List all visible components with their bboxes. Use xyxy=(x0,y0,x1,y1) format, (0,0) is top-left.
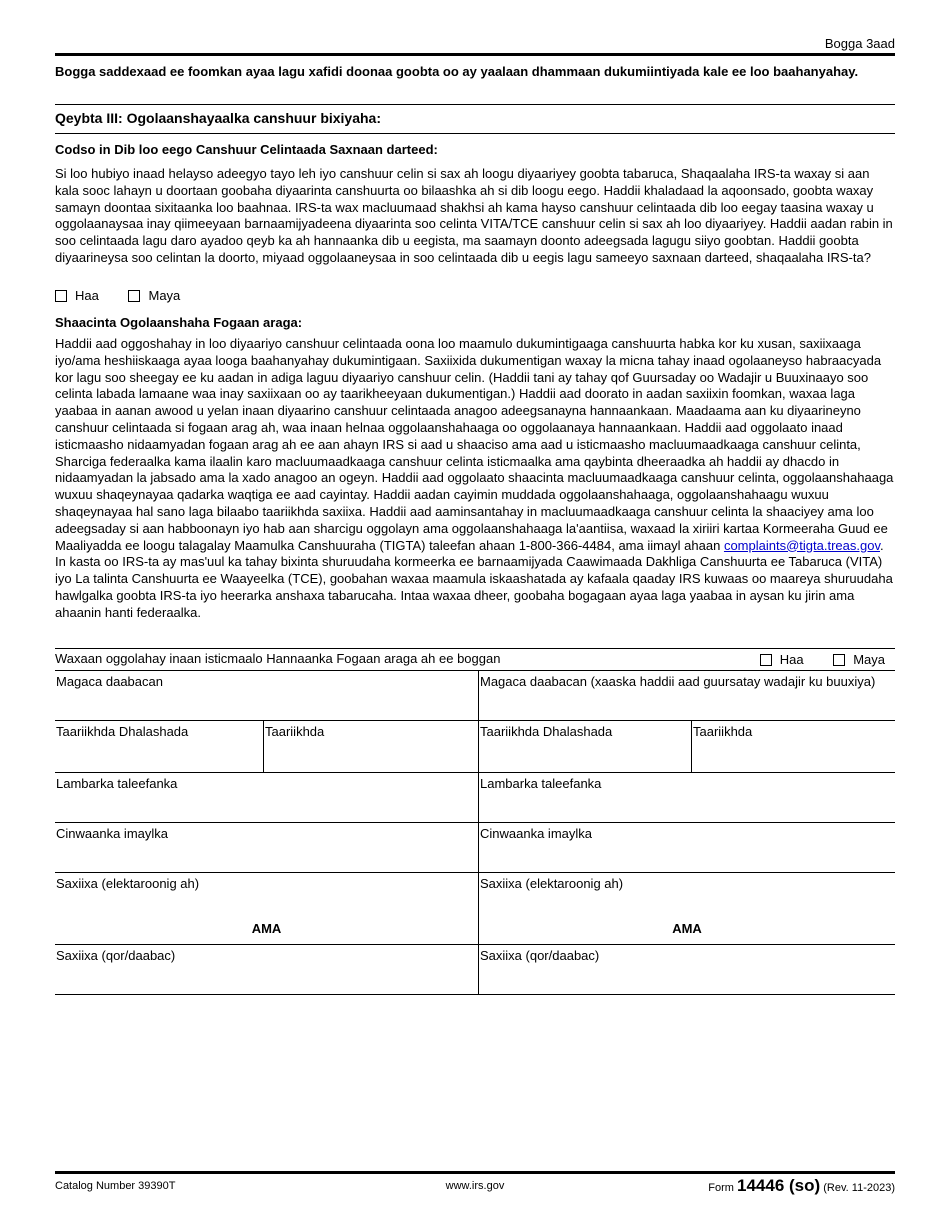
divider xyxy=(55,133,895,134)
handwritten-signature-field[interactable] xyxy=(55,945,479,995)
consent-question: Waxaan oggolahay inaan isticmaalo Hannaanka Fogaan araga ah ee boggan xyxy=(55,651,501,666)
printed-name-label: Magaca daabacan xyxy=(56,674,163,689)
yes-label: Haa xyxy=(779,652,804,667)
footer-rule xyxy=(55,1171,895,1174)
email-label: Cinwaanka imaylka xyxy=(56,826,168,841)
spouse-date-field[interactable] xyxy=(692,721,896,773)
catalog-number: Catalog Number 39390T xyxy=(55,1180,176,1192)
form-number: 14446 (so) xyxy=(737,1176,821,1195)
spouse-handwritten-signature-field[interactable] xyxy=(479,945,896,995)
spouse-dob-field[interactable] xyxy=(479,721,692,773)
spouse-printed-name-label: Magaca daabacan (xaaska haddii aad guursatay wadajir ku buuxiya) xyxy=(480,674,876,689)
divider xyxy=(55,648,895,649)
website: www.irs.gov xyxy=(445,1180,505,1192)
email-field[interactable] xyxy=(55,823,479,873)
spouse-electronic-signature-label: Saxiixa (elektaroonig ah) xyxy=(480,876,624,891)
or-label: AMA xyxy=(672,921,702,936)
yes-label: Haa xyxy=(75,288,99,303)
consent-text-part2: . In kasta oo IRS-ta ay mas'uul ka tahay bixinta shuruudaha kormeerka ee barnaamijyada Caawimaada Dakhliga Canshuurta ee Tabaruca (VITA) iyo La talinta Canshuurta ee Waayeelka (TCE), goobahan waxaa maamula iskaashatada ay kafaala qaaday IRS kuwaas oo maareya shuruudaha hawlgalka goobta IRS-ta iyo heerarka anshaxa tabarucaha. Intaa waxaa dheer, goobaha bogagaan ayaa laga yaabaa in aysan ku jirin ama ahaanin hanti federaalka. xyxy=(55,537,893,620)
no-label: Maya xyxy=(853,652,885,667)
form-revision: (Rev. 11-2023) xyxy=(823,1182,895,1194)
divider xyxy=(55,104,895,105)
consent-no-checkbox[interactable] xyxy=(833,654,845,666)
or-label: AMA xyxy=(251,921,282,936)
electronic-signature-field[interactable] xyxy=(55,873,479,945)
dob-label: Taariikhda Dhalashada xyxy=(56,724,189,739)
form-prefix: Form xyxy=(708,1182,734,1194)
handwritten-signature-label: Saxiixa (qor/daabac) xyxy=(56,948,176,963)
spouse-phone-field[interactable] xyxy=(479,773,896,823)
top-rule xyxy=(55,53,895,56)
spouse-handwritten-signature-label: Saxiixa (qor/daabac) xyxy=(480,948,600,963)
spouse-date-label: Taariikhda xyxy=(693,724,753,739)
tigta-email-link[interactable]: complaints@tigta.treas.gov xyxy=(723,537,880,553)
date-label: Taariikhda xyxy=(265,724,325,739)
date-field[interactable] xyxy=(264,721,479,773)
spouse-phone-label: Lambarka taleefanka xyxy=(480,776,602,791)
quality-review-text: Si loo hubiyo inaad helayso adeegyo tayo leh iyo canshuur celin si sax ah loogu diyaariyey goobta tabaruca, Shaqaalaha IRS-ta waxay si aan kala sooc lahayn u doortaan goobaha diyaarinta canshuurta oo bilaashka ah si dib loogu eego. Haddii khaladaad la aqoonsado, goobta waxay samayn doontaa sixitaanka loo baahnaa. IRS-ta wax macluumaad shakhsi ah kama hayso canshuur celintaada dib loo eegay taasina waxay u oggolaanaysaa inay qiimeeyaan barnaamijyadeena diyaarinta soo celinta VITA/TCE canshuur celin si sax ah loo diyaariyey. Haddii aadan rabin in soo celintaada lagu daro ayadoo qeyb ka ah hannaanka dib u eegista, ma saamayn doonto adeegsada lagugu siiyo goobtan. Haddii goobta diyaarineysa soo celintan la doorto, miyaad oggolaaneysaa in soo celintaada dib u eegis lagu sameeyo saxnaan darteed, shaqaalaha IRS-ta? xyxy=(55,166,893,265)
spouse-email-label: Cinwaanka imaylka xyxy=(480,826,592,841)
quality-review-yes-checkbox[interactable] xyxy=(55,290,67,302)
section-title: Qeybta III: Ogolaanshayaalka canshuur bixiyaha: xyxy=(55,110,382,126)
electronic-signature-label: Saxiixa (elektaroonig ah) xyxy=(56,876,200,891)
printed-name-field[interactable] xyxy=(55,671,479,721)
phone-field[interactable] xyxy=(55,773,479,823)
spouse-dob-label: Taariikhda Dhalashada xyxy=(480,724,613,739)
form-id xyxy=(708,1176,895,1196)
no-label: Maya xyxy=(148,288,181,303)
consent-yes-checkbox[interactable] xyxy=(760,654,772,666)
spouse-electronic-signature-field[interactable] xyxy=(479,873,896,945)
spouse-email-field[interactable] xyxy=(479,823,896,873)
quality-review-heading: Codso in Dib loo eego Canshuur Celintaada Saxnaan darteed: xyxy=(55,142,438,157)
page-number: Bogga 3aad xyxy=(824,36,895,51)
virtual-consent-heading: Shaacinta Ogolaanshaha Fogaan araga: xyxy=(55,315,303,330)
spouse-printed-name-field[interactable] xyxy=(479,671,896,721)
quality-review-no-checkbox[interactable] xyxy=(128,290,140,302)
consent-options xyxy=(760,652,885,667)
phone-label: Lambarka taleefanka xyxy=(56,776,178,791)
virtual-consent-text xyxy=(55,336,895,622)
quality-review-options xyxy=(55,288,206,303)
dob-field[interactable] xyxy=(55,721,264,773)
intro-text: Bogga saddexaad ee foomkan ayaa lagu xafidi doonaa goobta oo ay yaalaan dhammaan dukumiintiyada kale ee loo baahanyahay. xyxy=(55,64,859,79)
consent-text-part1: Haddii aad oggoshahay in loo diyaariyo canshuur celintaada oona loo maamulo dukumintigaaga canshuurta habka kor ku xusan, saxiixaaga iyo/ama heshiiskaaga ayaa looga baahanyahay dukumintigaan. Saxiixida dukumentigan waxay la micna tahay inaad ogolaaneyso habraacyada kor lagu soo sheegay ee ku aadan in adiga laguu diyaariyo canshuur celin. (Haddii tani ay tahay qof Guursaday oo Wadajir u Buuxinaayo soo celinta labada lamaane waa inay saxiixaan oo ay taarikheeyaan dukumentigan.) Haddii aad doorato in aadan saxiixin foomkan, waxaa laga yaabaa in aanan awood u yelan inaan diyaarino canshuur celintaada anagoo adeegsanayna hannaankaan. Maadaama aan ku diyaarineyno canshuur celintaada si fogaan arag ah, waa inaan helnaa oggolaanshahaaga oo oggolaanaya hannaankaan. Haddii aad oggolaato inaad isticmaasho nidaamyadan fogaan arag ah ee aan ahayn IRS si aad u shaaciso ama aad u isticmaasho macluumaadkaaga canshuur celinta, Sharciga federaalka kama ilaalin karo macluumaadkaaga canshuur celinta isticmaalka ama qaybinta dheeraadka ah haddii ay dhacdo in nidaamyadan la jabsado ama la xado anagoo an ogeyn. Haddii aad oggolaato shaacinta macluumaadkaaga canshuur celinta, oggolaanshahaaga wuxuu shaqeynayaa qadarka waqtiga ee aad cayintay. Haddii aadan cayimin muddada oggolaanshahaaga, oggolaanshahaagu wuxuu shaqeynayaa hal sano laga bilaabo taariikhda saxiixa. Haddii aad aaminsantahay in macluumaadkaaga canshuur celinta la shaaciyey ama loo adeegsaday si aan habboonayn iyo hab aan sharcigu oggolayn ama oggolaanshahaaga la'aantiisa, waxaad la xiriiri kartaa Kormeeraha Guud ee Maaliyadda ee loogu talagalay Maamulka Canshuuraha (TIGTA) taleefan ahaan 1-800-366-4484, ama iimayl ahaan xyxy=(55,336,894,553)
signature-table xyxy=(55,670,895,995)
